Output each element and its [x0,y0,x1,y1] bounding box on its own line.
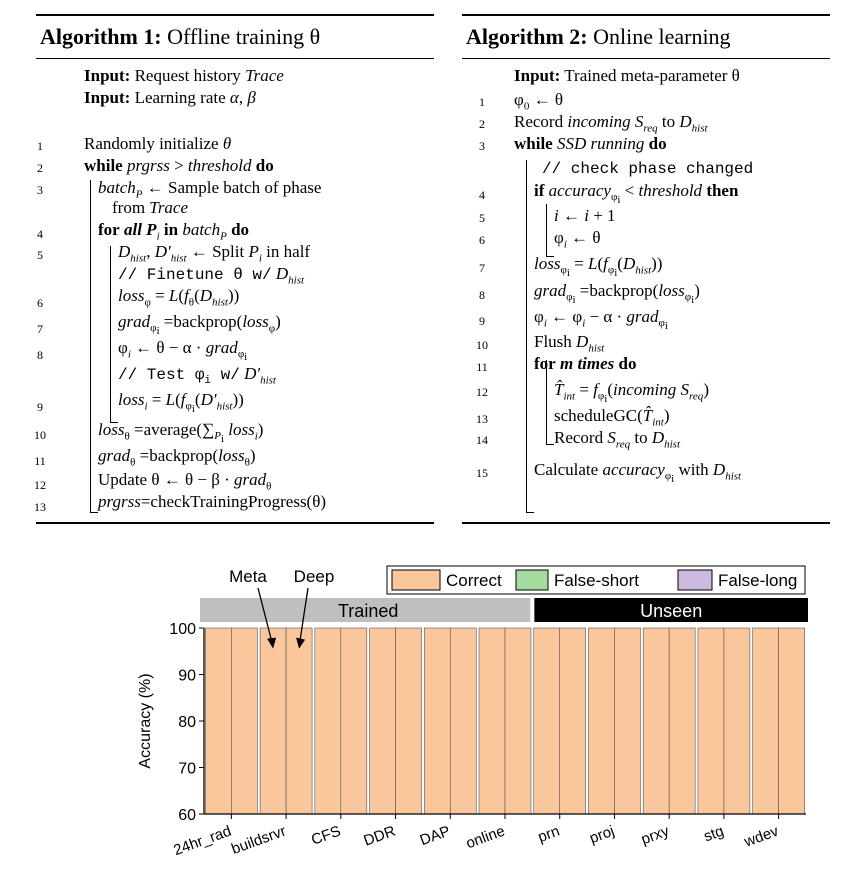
algo2-line-13: $scheduleGC(T̂_{int})$ [554,406,670,429]
algo2-line-2: Record incoming $S_{req}$ to $D_{hist}$ [514,112,708,135]
while-block-bar [90,180,91,512]
algo2-line-1: $\varphi_0$ ← θ [514,90,563,113]
bar-stg-deep-correct [724,628,750,814]
algo2-num: 15 [476,466,488,480]
algo1-line-3: batch$_P$ ← Sample batch of phase [98,178,322,201]
bar-buildsrvr-deep-correct [286,628,312,814]
algo2-line-10: Flush $D_{hist}$ [534,332,605,355]
bar-DAP-deep-correct [450,628,476,814]
algo1-line-8: $\varphi_i$ ← θ − α · grad$_{\varphi_i}$ [118,338,248,364]
algo1-line-7: grad$_{\varphi_i}$ =backprop(loss$_\varphi$) [118,312,281,338]
algorithm-1-box [36,14,434,524]
bar-24hr_rad-meta-correct [205,628,231,814]
bar-24hr_rad-deep-correct [231,628,257,814]
algo2-line-input: Input: Trained meta-parameter θ [514,66,740,85]
bar-prn-meta-correct [534,628,560,814]
bar-CFS-deep-correct [341,628,367,814]
algo1-line-12: Update θ ← θ − β · grad$_\theta$ [98,470,272,493]
algo2-mid-rule [462,58,830,59]
group-label-trained: Trained [337,601,399,621]
algo1-line-6: loss$_\varphi$ = $L(f_\theta(D_{hist}))$ [118,286,240,309]
bar-CFS-meta-correct [315,628,341,814]
algo2-title-rest: Online learning [593,24,731,49]
y-tick-label: 100 [169,621,196,638]
y-tick-label: 60 [178,807,196,824]
legend-swatch [678,570,712,590]
algo1-title [40,24,320,50]
algo2-num: 2 [479,117,485,131]
algo2-num: 5 [479,211,485,225]
algo2-num: 14 [476,433,488,447]
y-tick-label: 90 [178,667,196,685]
x-tick-label: prn [535,822,562,846]
algo2-num: 9 [479,314,485,328]
legend-label: False-long [718,571,798,590]
algo2-line-7: loss$_{\varphi_i}$ = $L(f_{\varphi_i}(D_{hist}))$ [534,254,663,280]
bar-wdev-deep-correct [779,628,805,814]
algo2-line-15: Calculate accuracy$_{\varphi_i}$ with $D_{hist}$ [534,460,742,486]
algorithm-2-box [462,14,830,524]
annotation-deep: Deep [293,567,335,586]
algo1-line-11: grad$_\theta$ =backprop(loss$_\theta$) [98,446,256,469]
algo1-title-rest: Offline training θ [167,24,321,49]
algo2-line-3: while SSD running do [514,134,667,153]
algo2-line-12: $T̂_{int}$ = $f_{\varphi_i}(incoming$ $S_{req}$) [554,380,709,406]
accuracy-chart [0,560,866,880]
algo1-line-comment2: // Test $\varphi_i$ w/ $D'_{hist}$ [118,364,276,388]
algo1-mid-rule [36,58,434,59]
while-block-bar [526,160,527,512]
legend-label: Correct [446,571,502,590]
x-tick-label: buildsrvr [229,822,289,858]
algo2-num: 8 [479,288,485,302]
algo1-num: 3 [37,183,43,197]
x-tick-label: wdev [742,822,781,851]
algo2-num: 3 [479,139,485,153]
bar-wdev-meta-correct [753,628,779,814]
bar-DDR-deep-correct [396,628,422,814]
x-tick-label: stg [701,822,727,846]
bar-online-meta-correct [479,628,505,814]
algo1-num: 5 [37,248,43,262]
algo1-line-5: $D_{hist}$, $D'_{hist}$ ← Split $P_i$ in half [118,242,311,265]
annotation-meta: Meta [229,567,267,586]
x-tick-label: online [463,822,508,853]
algo2-title [466,24,731,50]
for-block-foot [546,444,554,445]
bar-prxy-meta-correct [643,628,669,814]
while-block-foot [526,512,534,513]
algo1-line-input1: Input: Request history Trace [84,66,284,85]
algo2-title-bold: Algorithm 2: [466,24,588,49]
algo2-num: 10 [476,338,488,352]
legend-swatch [392,570,440,590]
group-label-unseen: Unseen [640,601,703,621]
algo2-line-9: $\varphi_i$ ← $\varphi_i - \alpha$ · grad$_{\varphi_i}$ [534,307,668,333]
algo2-line-4: if accuracy$_{\varphi_i}$ < threshold then [534,181,739,207]
algo1-num: 7 [37,322,43,336]
x-tick-label: 24hr_rad [171,822,234,860]
algo1-line-comment1: // Finetune θ w/ $D_{hist}$ [118,264,305,287]
y-axis-label: Accuracy (%) [137,673,154,769]
algo1-line-4: for all $P_i$ in batch$_P$ do [98,220,250,243]
algo1-num: 1 [37,139,43,153]
for-block-bar [110,246,111,422]
algo1-line-input2: Input: Learning rate α, β [84,88,256,107]
algo1-line-10: loss$_\theta$ $=average(\sum_{P_i}$ loss$_i$) [98,420,264,446]
algo2-bottom-rule [462,522,830,524]
algo1-line-13: prgrss=checkTrainingProgress(θ) [98,492,327,511]
algo2-top-rule [462,14,830,16]
algo1-num: 6 [37,296,43,310]
algo1-num: 11 [34,454,46,468]
bar-prxy-deep-correct [669,628,695,814]
algo1-title-bold: Algorithm 1: [40,24,162,49]
algo1-num: 4 [37,227,43,241]
algo2-line-14: Record $S_{req}$ to $D_{hist}$ [554,428,681,451]
bar-online-deep-correct [505,628,531,814]
algo1-num: 2 [37,161,43,175]
bar-stg-meta-correct [698,628,724,814]
algo2-line-8: grad$_{\varphi_i}$ =backprop(loss$_{\varphi_i}$) [534,281,700,307]
x-tick-label: proj [587,822,617,848]
x-tick-label: DAP [417,822,453,850]
algo2-num: 4 [479,188,485,202]
algo2-num: 1 [479,95,485,109]
algo1-num: 12 [34,478,46,492]
algo2-line-5: i ← i + 1 [554,206,616,225]
algo2-num: 11 [476,360,488,374]
algo2-num: 6 [479,233,485,247]
algo1-line-9: loss$_i$ = $L(f_{\varphi_i}(D'_{hist}))$ [118,390,244,416]
x-tick-label: prxy [638,822,672,849]
y-tick-label: 70 [178,760,196,778]
algo2-line-6: $\varphi_i$ ← θ [554,228,601,251]
bar-proj-meta-correct [588,628,614,814]
bar-DAP-meta-correct [424,628,450,814]
algo1-num: 10 [34,428,46,442]
algo2-num: 12 [476,385,488,399]
algo1-bottom-rule [36,522,434,524]
if-block-bar [546,204,547,256]
legend-swatch [516,570,548,590]
bar-prn-deep-correct [560,628,586,814]
while-block-foot [90,512,98,513]
legend-label: False-short [554,571,640,590]
x-tick-label: DDR [361,822,398,850]
bar-proj-deep-correct [614,628,640,814]
x-tick-label: CFS [309,822,344,849]
algo1-top-rule [36,14,434,16]
y-tick-label: 80 [178,714,196,731]
bar-buildsrvr-meta-correct [260,628,286,814]
bar-DDR-meta-correct [370,628,396,814]
algo1-num: 9 [37,400,43,414]
algo1-line-3b: from Trace [112,198,189,217]
algo2-num: 7 [479,261,485,275]
algo2-line-11: for m times do [534,354,637,373]
algo1-num: 13 [34,500,46,514]
algo2-line-comment: // check phase changed [542,160,754,178]
algo1-num: 8 [37,348,43,362]
algo2-num: 13 [476,412,488,426]
algo1-line-1: Randomly initialize θ [84,134,232,153]
algo1-line-2: while prgrss > threshold do [84,156,274,175]
